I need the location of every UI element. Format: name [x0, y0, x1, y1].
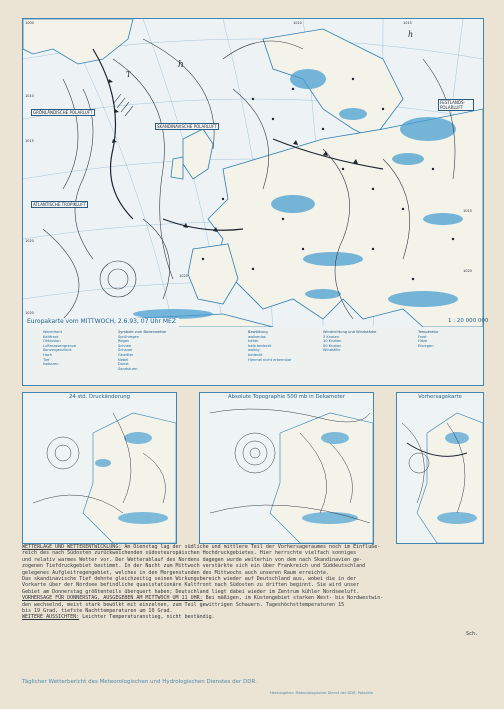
isobar-value: 1015 [25, 139, 34, 143]
report-line: reich des nach Südosten zurückweichenden südosteuropäischen Hochdruckgebietes. Hier herrschte vielfach sonniges [22, 550, 357, 557]
svg-text:T: T [126, 71, 131, 79]
isobar-value: 1025 [179, 274, 188, 278]
label-text: ATLANTISCHE TROPIKLUFT [33, 202, 86, 207]
hatch [113, 94, 133, 116]
europe-weather-map [22, 18, 484, 328]
small-map-title: Vorhersagekarte [418, 394, 462, 400]
report-line: Am Dienstag lag der südliche und mittlere Teil der Vorhersageraumes noch im Einfluße- [124, 544, 381, 550]
legend-col3 [248, 330, 292, 362]
report-heading: WETTERLAGE UND WETTERENTWICKLUNG: [22, 544, 122, 550]
legend-item: 10 Knoten [323, 339, 342, 344]
signature: Sch. [465, 631, 478, 637]
legend-item: Okklusion [43, 339, 61, 344]
outlook-heading: WEITERE AUSSICHTEN: [22, 614, 80, 621]
report-line: gelegenes Aufgleitregengebiet, welches in den Morgenstunden des Mittwochs auch unseren Raum erreichte. [22, 569, 330, 576]
legend-item: Konvergenzlinie [43, 348, 72, 353]
legend-item: Sandsturm [118, 366, 138, 371]
label-festlandsluft [438, 99, 474, 111]
legend-item: Sprühregen [118, 334, 139, 339]
legend-heading: Temperatur [418, 330, 439, 334]
topography-500mb-map [199, 392, 374, 544]
legend-item: Hitze [418, 339, 428, 344]
isobar-value: 1010 [293, 21, 302, 25]
legend-item: Isobaren [43, 362, 59, 367]
topography-drawing [200, 393, 373, 543]
isobar-value: 1015 [403, 21, 412, 25]
svg-text:h: h [178, 60, 184, 70]
legend-heading: Windrichtung und Windstärke [323, 330, 377, 334]
legend-item: Himmel nicht erkennbar [248, 357, 292, 362]
report-line: Bei mäßigen, im Küstengebiet starken West- bis Nordwestwin- [205, 595, 384, 602]
legend-item: Frost [418, 334, 427, 339]
legend-heading: Bewölkung [248, 330, 268, 334]
legend-col1 [43, 330, 76, 367]
isobar-value: 1015 [463, 209, 472, 213]
isobar-value: 1000 [25, 21, 34, 25]
report-line: Gebiet am Donnerstag größtenteils überquert haben; Deutschland liegt dabei wieder im Zentrum kühler Nordseeluft. [22, 588, 360, 595]
legend-item: Schauer [118, 348, 133, 353]
forecast-map [396, 392, 484, 544]
pressure-change-drawing [23, 393, 176, 543]
footer-publisher: Täglicher Wetterbericht des Meteorologischen und Hydrologischen Dienstes der DDR. [22, 679, 257, 685]
report-line: den wechselnd, meist stark bewölkt mit einzelnen, zum Teil gewittrigen Schauern. Tageshöchsttemperaturen 15 [22, 601, 345, 608]
map-drawing [23, 19, 483, 327]
label-text: GRÖNLÄNDISCHE POLARLUFT [33, 110, 93, 115]
legend-item: Warmfront [43, 330, 62, 334]
small-map-title: 24 std. Druckänderung [69, 394, 130, 400]
land [23, 19, 483, 327]
legend-item: 50 Knoten [323, 343, 342, 348]
legend-item: Tief [43, 357, 50, 362]
legend-item: Hoch [43, 352, 53, 357]
label-tropikluft [31, 201, 88, 208]
legend-item: wolkig [248, 348, 260, 353]
map-legend [22, 327, 484, 386]
forecast-heading: VORHERSAGE FÜR DONNERSTAG, AUSGEGEBEN AM MITTWOCH UM 11 UHR: [22, 595, 203, 602]
report-line: Vorkarte über der Nordsee befindliche quasistationäre Kaltfront nach Südosten zu driften beginnt. Sie wird unser [22, 582, 360, 589]
legend-item: 5 Knoten [323, 334, 340, 339]
legend-item: Kaltfront [43, 334, 59, 339]
legend-item: Nebel [118, 357, 129, 362]
report-line: bis 19 Grad, tiefste Nachttemperaturen um 10 Grad. [22, 608, 173, 615]
report-line: Das skandinavische Tief dehnte gleichzeitig seinen Wirkungsbereich wieder auf Deutschland aus, wobei die in der [22, 576, 357, 583]
legend-item: heiter [248, 339, 259, 344]
legend-item: Eisregen [418, 343, 434, 348]
map-scale: 1 : 20 000 000 [448, 318, 489, 324]
legend-item: wolkenlos [248, 334, 266, 339]
label-text: FESTLANDS-POLARLUFT [440, 100, 465, 110]
legend-item: Windstille [323, 348, 341, 353]
report-line: zogenen Tiefdruckgebiet bestimmt. In der Nacht zum Mittwoch verstärkte sich ein über Frankreich und Süddeutschland [22, 563, 366, 570]
isobar-value: 1020 [25, 239, 34, 243]
footer-small-print: Herausgeber: Meteorologischer Dienst der DDR, Potsdam [270, 691, 374, 695]
isobar-value: 1020 [463, 269, 472, 273]
legend-item: Regen [118, 339, 130, 344]
legend-col5 [418, 330, 439, 348]
map-caption: Europakarte vom MITTWOCH, 2.6.93, 07 Uhr MEZ [24, 318, 179, 327]
pressure-change-map [22, 392, 177, 544]
weather-report-text [22, 544, 482, 621]
legend-col2 [118, 330, 167, 371]
legend-item: Schnee [118, 343, 132, 348]
legend-item: halb bedeckt [248, 343, 272, 348]
legend-col4 [323, 330, 376, 353]
legend-item: Luftmassengrenze [43, 343, 77, 348]
legend-item: Gewitter [118, 352, 134, 357]
small-map-title: Absolute Topographie 500 mb in Dekameter [228, 394, 345, 400]
legend-item: bedeckt [248, 352, 263, 357]
legend-heading: Symbole zum Bodenwetter [118, 330, 167, 334]
svg-text:h: h [408, 30, 414, 39]
report-line: und relativ warmes Wetter vor. Der Wetterablauf des Nordens dagegen wurde weiterhin von dem nach Skandinavien ge- [22, 556, 363, 563]
forecast-drawing [397, 393, 483, 543]
isobar-value: 1010 [25, 94, 34, 98]
legend-item: Dunst [118, 362, 129, 367]
label-text: SKANDINAVISCHE POLARLUFT [157, 124, 217, 129]
label-polarluft-north [155, 123, 219, 130]
label-polarluft-west [31, 109, 95, 116]
report-line: Leichter Temperaturanstieg, nicht beständig. [82, 614, 215, 621]
isobar-value: 1020 [25, 311, 34, 315]
